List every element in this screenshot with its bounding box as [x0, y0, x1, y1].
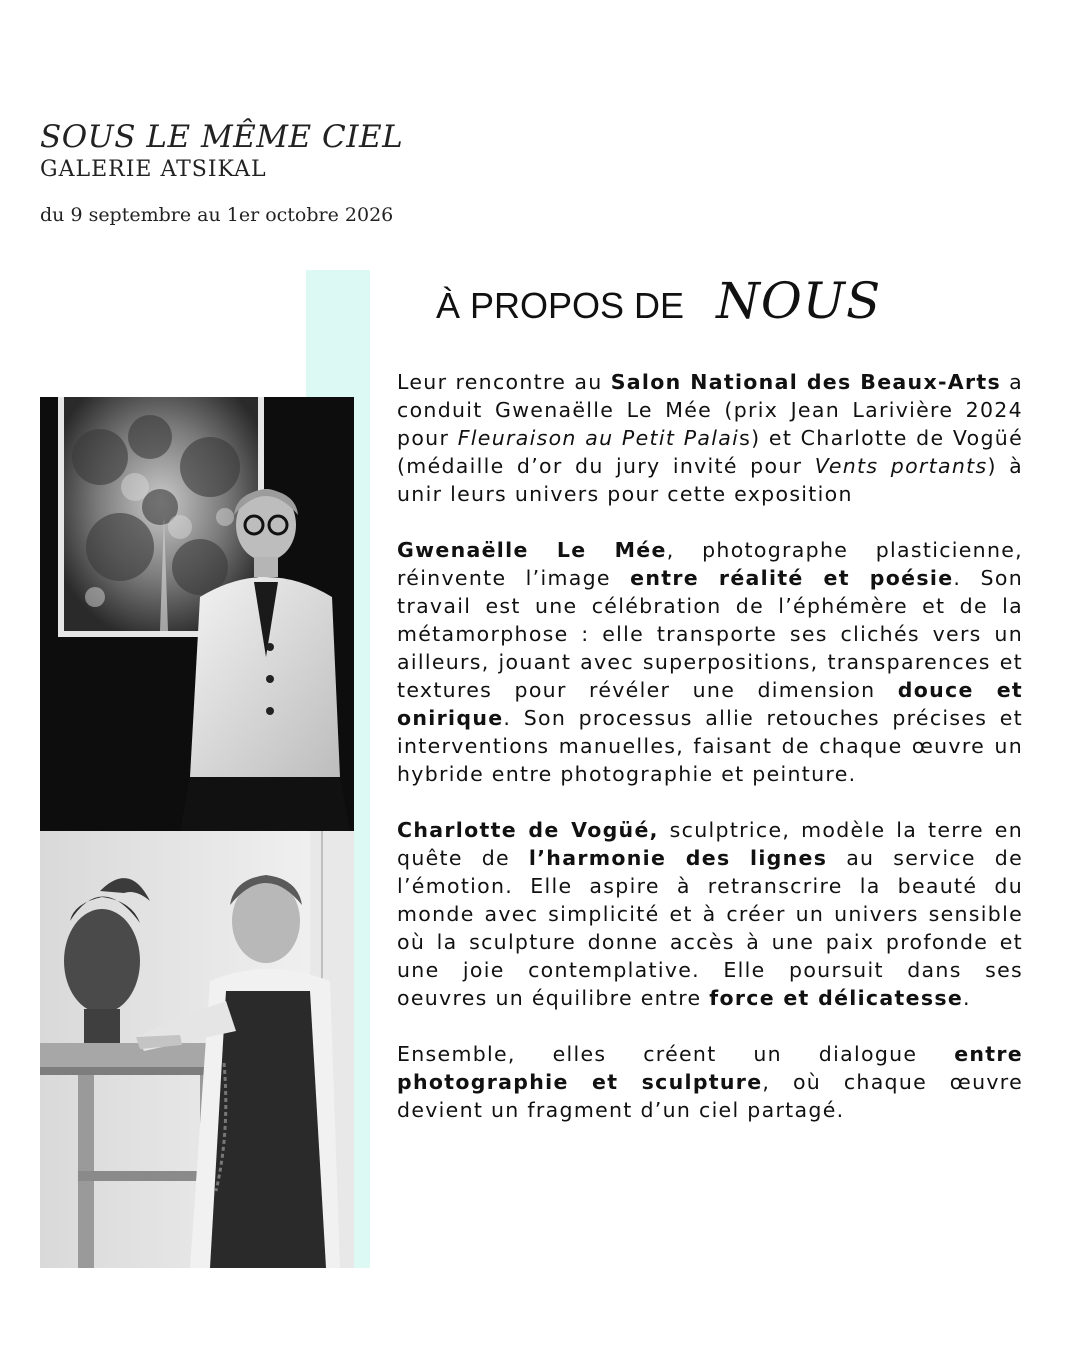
- paragraph-together: [397, 1040, 1023, 1124]
- emphasis-text: entre réalité et poésie: [630, 566, 954, 590]
- paragraph-text: sculptrice, modèle la terre en quête de: [397, 818, 1023, 870]
- paragraph-text: Ensemble, elles créent un dialogue: [397, 1042, 955, 1066]
- section-heading: [436, 272, 881, 332]
- paragraph-text: ) à unir leurs univers pour cette exposition: [397, 454, 1023, 506]
- paragraph-text: , où chaque œuvre devient un fragment d’un ciel partagé.: [397, 1070, 1023, 1122]
- paragraph-intro: [397, 368, 1023, 508]
- paragraph-text: s) et Charlotte de Vogüé (médaille d’or du jury invité pour: [397, 426, 1023, 478]
- emphasis-text: Charlotte de Vogüé,: [397, 818, 659, 842]
- artwork-title-text: Fleuraison au Petit Palai: [457, 426, 740, 450]
- paragraph-photographer: [397, 536, 1023, 788]
- paragraph-text: a conduit Gwenaëlle Le Mée (prix Jean Larivière 2024 pour: [397, 370, 1024, 450]
- paragraph-text: au service de l’émotion. Elle aspire à retranscrire la beauté du monde avec simplicité et à créer un univers sensible où la sculpture donne accès à une paix profonde et une joie contemplative. Elle poursuit dans ses oeuvres un équilibre entre: [397, 846, 1023, 1010]
- heading-prefix: À PROPOS DE: [436, 285, 685, 326]
- paragraph-text: .: [963, 986, 971, 1010]
- paragraph-text: . Son travail est une célébration de l’éphémère et de la métamorphose : elle transporte ses clichés vers un ailleurs, jouant avec superpositions, transparences et textures pour révéler une dimension: [397, 566, 1023, 702]
- sculptor-portrait-photo: [40, 831, 354, 1268]
- paragraph-text: Leur rencontre au: [397, 370, 611, 394]
- heading-emphasis: NOUS: [716, 272, 882, 330]
- about-body-text: [397, 368, 1023, 1124]
- gallery-name: GALERIE ATSIKAL: [40, 157, 267, 182]
- emphasis-text: Gwenaëlle Le Mée: [397, 538, 667, 562]
- paragraph-text: . Son processus allie retouches précises et interventions manuelles, faisant de chaque œuvre un hybride entre photographie et peinture.: [397, 706, 1023, 786]
- exhibition-dates: du 9 septembre au 1er octobre 2026: [40, 204, 394, 226]
- exhibition-title: SOUS LE MÊME CIEL: [40, 119, 404, 155]
- emphasis-text: douce et onirique: [397, 678, 1023, 730]
- emphasis-text: l’harmonie des lignes: [528, 846, 828, 870]
- paragraph-text: , photographe plasticienne, réinvente l’image: [397, 538, 1023, 590]
- paragraph-sculptor: [397, 816, 1023, 1012]
- exhibition-header: [40, 118, 403, 184]
- artwork-title-text: Vents portants: [814, 454, 988, 478]
- emphasis-text: Salon National des Beaux-Arts: [610, 370, 1001, 394]
- emphasis-text: force et délicatesse: [709, 986, 964, 1010]
- photographer-portrait-photo: [40, 397, 354, 831]
- emphasis-text: entre photographie et sculpture: [397, 1042, 1023, 1094]
